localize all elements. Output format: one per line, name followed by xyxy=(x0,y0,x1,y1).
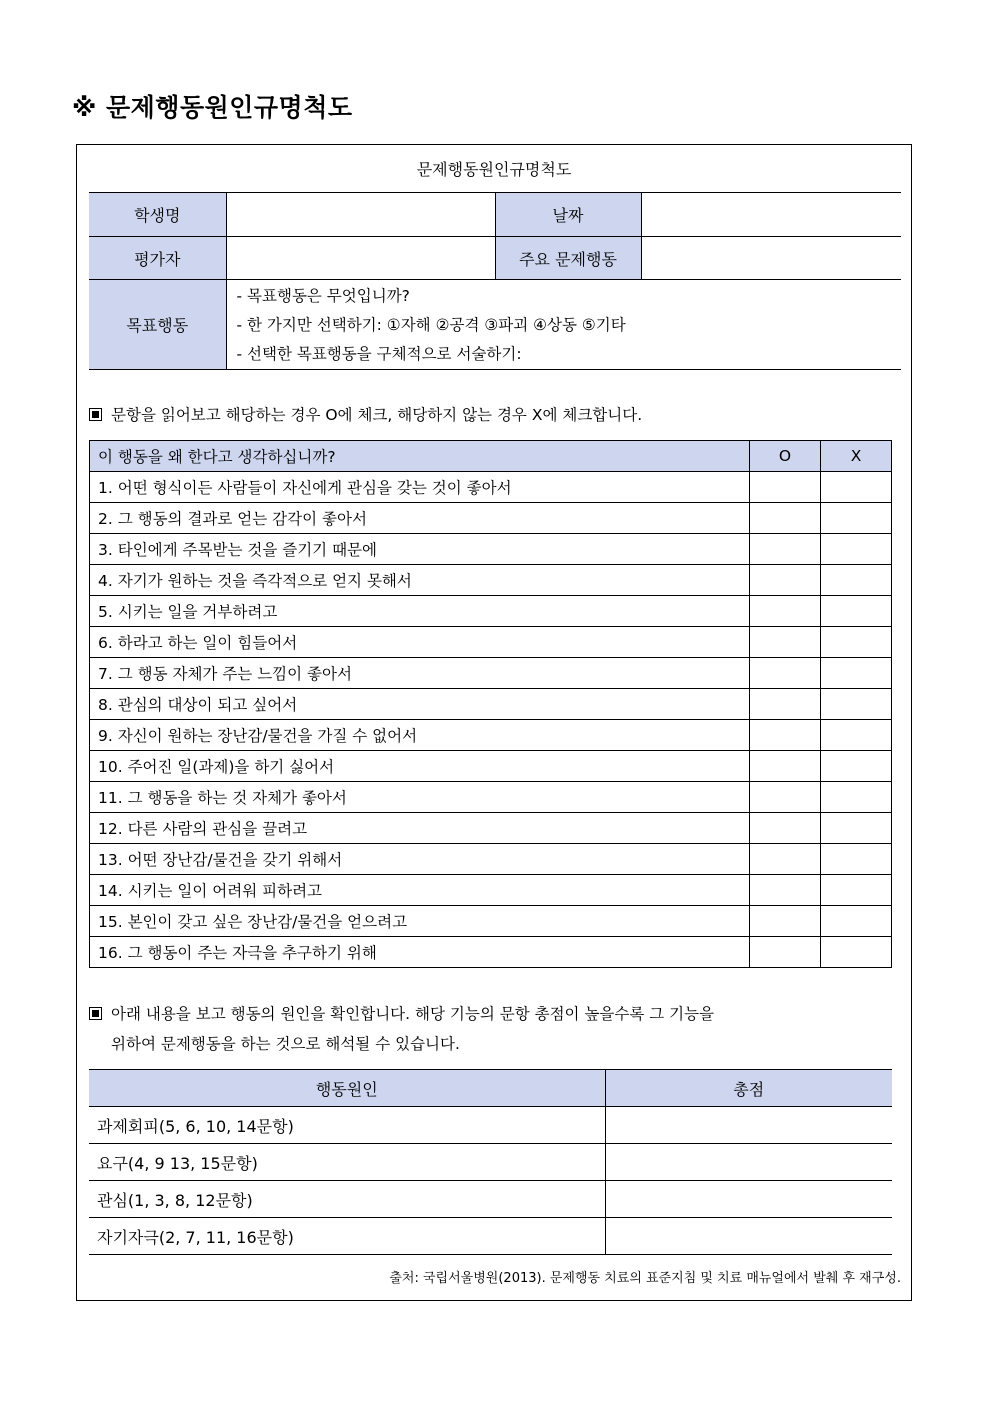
main-behavior-field[interactable] xyxy=(641,237,901,280)
instruction-2-line-1: 아래 내용을 보고 행동의 원인을 확인합니다. 해당 기능의 문항 총점이 높을수록 그 기능을 xyxy=(111,1005,715,1023)
date-label: 날짜 xyxy=(495,193,641,237)
check-o-cell[interactable] xyxy=(750,937,821,968)
checklist-row xyxy=(90,534,892,565)
total-cell[interactable] xyxy=(605,1181,892,1218)
check-x-cell[interactable] xyxy=(821,503,892,534)
square-bullet-icon xyxy=(89,1007,102,1020)
item-text: 16. 그 행동이 주는 자극을 추구하기 위해 xyxy=(90,937,750,968)
check-x-cell[interactable] xyxy=(821,627,892,658)
check-o-cell[interactable] xyxy=(750,565,821,596)
student-field[interactable] xyxy=(226,193,495,237)
check-x-cell[interactable] xyxy=(821,658,892,689)
checklist-row xyxy=(90,875,892,906)
square-bullet-icon xyxy=(89,408,102,421)
summary-table xyxy=(89,1069,892,1255)
item-text: 13. 어떤 장난감/물건을 갖기 위해서 xyxy=(90,844,750,875)
item-text: 3. 타인에게 주목받는 것을 즐기기 때문에 xyxy=(90,534,750,565)
form-title: 문제행동원인규명척도 xyxy=(416,160,572,179)
checklist-row xyxy=(90,720,892,751)
summary-row xyxy=(89,1218,892,1255)
check-o-cell[interactable] xyxy=(750,844,821,875)
total-header: 총점 xyxy=(605,1070,892,1107)
check-x-cell[interactable] xyxy=(821,875,892,906)
item-text: 5. 시키는 일을 거부하려고 xyxy=(90,596,750,627)
check-o-cell[interactable] xyxy=(750,534,821,565)
checklist-row xyxy=(90,751,892,782)
check-o-cell[interactable] xyxy=(750,875,821,906)
check-o-cell[interactable] xyxy=(750,503,821,534)
cause-text: 자기자극(2, 7, 11, 16문항) xyxy=(89,1218,605,1255)
col-x-header: X xyxy=(821,441,892,472)
check-o-cell[interactable] xyxy=(750,906,821,937)
evaluator-field[interactable] xyxy=(226,237,495,280)
cause-text: 과제회피(5, 6, 10, 14문항) xyxy=(89,1107,605,1144)
check-o-cell[interactable] xyxy=(750,751,821,782)
total-cell[interactable] xyxy=(605,1107,892,1144)
checklist-row xyxy=(90,813,892,844)
page-heading: ※ 문제행동원인규명척도 xyxy=(72,93,353,122)
info-table xyxy=(89,192,901,370)
item-text: 11. 그 행동을 하는 것 자체가 좋아서 xyxy=(90,782,750,813)
col-o-header: O xyxy=(750,441,821,472)
item-text: 14. 시키는 일이 어려워 피하려고 xyxy=(90,875,750,906)
cause-text: 요구(4, 9 13, 15문항) xyxy=(89,1144,605,1181)
total-cell[interactable] xyxy=(605,1218,892,1255)
check-x-cell[interactable] xyxy=(821,565,892,596)
main-behavior-label: 주요 문제행동 xyxy=(495,237,641,280)
evaluator-label: 평가자 xyxy=(89,237,226,280)
check-o-cell[interactable] xyxy=(750,782,821,813)
item-text: 2. 그 행동의 결과로 얻는 감각이 좋아서 xyxy=(90,503,750,534)
item-text: 4. 자기가 원하는 것을 즉각적으로 얻지 못해서 xyxy=(90,565,750,596)
check-x-cell[interactable] xyxy=(821,844,892,875)
check-o-cell[interactable] xyxy=(750,813,821,844)
goal-line: - 목표행동은 무엇입니까? xyxy=(236,287,410,305)
goal-behavior-label: 목표행동 xyxy=(89,280,226,370)
summary-row xyxy=(89,1144,892,1181)
check-o-cell[interactable] xyxy=(750,658,821,689)
item-text: 6. 하라고 하는 일이 힘들어서 xyxy=(90,627,750,658)
summary-row xyxy=(89,1107,892,1144)
instruction-2 xyxy=(89,999,714,1059)
checklist-row xyxy=(90,906,892,937)
check-o-cell[interactable] xyxy=(750,720,821,751)
total-cell[interactable] xyxy=(605,1144,892,1181)
checklist-row xyxy=(90,472,892,503)
item-text: 12. 다른 사람의 관심을 끌려고 xyxy=(90,813,750,844)
source-citation: 출처: 국립서울병원(2013). 문제행동 치료의 표준지침 및 치료 매뉴얼에서 발췌 후 재구성. xyxy=(389,1271,901,1286)
check-x-cell[interactable] xyxy=(821,689,892,720)
checklist-table xyxy=(89,440,892,968)
goal-line: - 한 가지만 선택하기: ①자해 ②공격 ③파괴 ④상동 ⑤기타 xyxy=(236,316,626,334)
check-x-cell[interactable] xyxy=(821,813,892,844)
goal-line: - 선택한 목표행동을 구체적으로 서술하기: xyxy=(236,345,522,363)
check-x-cell[interactable] xyxy=(821,937,892,968)
checklist-row xyxy=(90,565,892,596)
checklist-row xyxy=(90,689,892,720)
date-field[interactable] xyxy=(641,193,901,237)
check-o-cell[interactable] xyxy=(750,596,821,627)
check-x-cell[interactable] xyxy=(821,534,892,565)
cause-header: 행동원인 xyxy=(89,1070,605,1107)
check-x-cell[interactable] xyxy=(821,906,892,937)
form-frame xyxy=(76,144,912,1301)
instruction-2-line-2: 위하여 문제행동을 하는 것으로 해석될 수 있습니다. xyxy=(111,1035,460,1053)
check-x-cell[interactable] xyxy=(821,751,892,782)
goal-behavior-field[interactable] xyxy=(226,280,901,370)
checklist-question: 이 행동을 왜 한다고 생각하십니까? xyxy=(90,441,750,472)
checklist-row xyxy=(90,782,892,813)
check-o-cell[interactable] xyxy=(750,689,821,720)
student-label: 학생명 xyxy=(89,193,226,237)
item-text: 15. 본인이 갖고 싶은 장난감/물건을 얻으려고 xyxy=(90,906,750,937)
check-x-cell[interactable] xyxy=(821,472,892,503)
check-x-cell[interactable] xyxy=(821,720,892,751)
checklist-row xyxy=(90,627,892,658)
check-x-cell[interactable] xyxy=(821,596,892,627)
check-o-cell[interactable] xyxy=(750,627,821,658)
checklist-row xyxy=(90,844,892,875)
item-text: 1. 어떤 형식이든 사람들이 자신에게 관심을 갖는 것이 좋아서 xyxy=(90,472,750,503)
checklist-row xyxy=(90,596,892,627)
check-x-cell[interactable] xyxy=(821,782,892,813)
check-o-cell[interactable] xyxy=(750,472,821,503)
checklist-row xyxy=(90,503,892,534)
cause-text: 관심(1, 3, 8, 12문항) xyxy=(89,1181,605,1218)
instruction-1 xyxy=(89,400,642,430)
item-text: 7. 그 행동 자체가 주는 느낌이 좋아서 xyxy=(90,658,750,689)
item-text: 9. 자신이 원하는 장난감/물건을 가질 수 없어서 xyxy=(90,720,750,751)
summary-row xyxy=(89,1181,892,1218)
item-text: 8. 관심의 대상이 되고 싶어서 xyxy=(90,689,750,720)
checklist-row xyxy=(90,658,892,689)
instruction-1-text: 문항을 읽어보고 해당하는 경우 O에 체크, 해당하지 않는 경우 X에 체크합니다. xyxy=(111,406,643,424)
checklist-row xyxy=(90,937,892,968)
item-text: 10. 주어진 일(과제)을 하기 싫어서 xyxy=(90,751,750,782)
